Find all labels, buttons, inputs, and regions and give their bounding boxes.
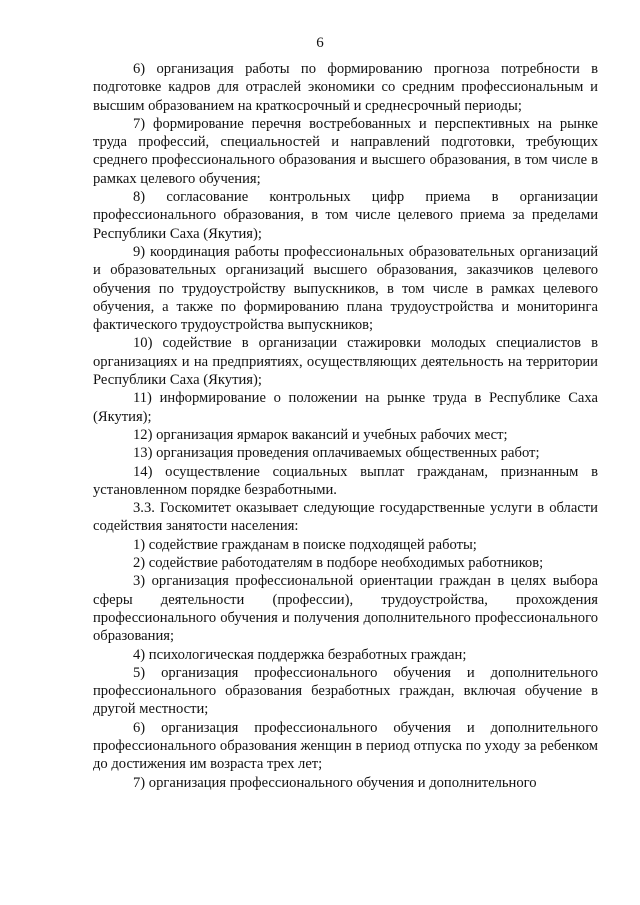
paragraph: 11) информирование о положении на рынке труда в Республике Саха (Якутия); bbox=[93, 390, 598, 425]
paragraph: 8) согласование контрольных цифр приема в организации профессионального образования, в том числе целевого приема за пределами Республики Саха (Якутия); bbox=[93, 189, 598, 242]
paragraph: 6) организация работы по формированию прогноза потребности в подготовке кадров для отраслей экономики со средним профессиональным и высшим образованием на краткосрочный и среднесрочный периоды; bbox=[93, 61, 598, 114]
paragraph: 7) формирование перечня востребованных и перспективных на рынке труда профессий, специальностей и направлений подготовки, требующих среднего профессионального образования и высшего образования, в том числе в рамках целевого обучения; bbox=[93, 115, 598, 187]
paragraph: 10) содействие в организации стажировки молодых специалистов в организациях и на предприятиях, осуществляющих деятельность на территории Республики Саха (Якутия); bbox=[93, 335, 598, 389]
paragraph: 12) организация ярмарок вакансий и учебных рабочих мест; bbox=[133, 426, 508, 443]
paragraph: 1) содействие гражданам в поиске подходящей работы; bbox=[133, 536, 477, 553]
paragraph: 7) организация профессионального обучения и дополнительного bbox=[133, 774, 537, 791]
paragraph: 9) координация работы профессиональных образовательных организаций и образовательных организаций высшего образования, заказчиков целевого обучения по трудоустройству выпускников, в том числе в рамках целевого обучения, а также по формированию плана трудоустройства и мониторинга фактического трудоустройства выпускников; bbox=[93, 243, 598, 334]
paragraph: 6) организация профессионального обучения и дополнительного профессионального образования женщин в период отпуска по уходу за ребенком до достижения им возраста трех лет; bbox=[93, 719, 598, 773]
page-number: 6 bbox=[316, 35, 324, 51]
paragraph: 14) осуществление социальных выплат гражданам, признанным в установленном порядке безработными. bbox=[93, 463, 598, 498]
paragraph: 2) содействие работодателям в подборе необходимых работников; bbox=[133, 555, 544, 572]
section-paragraph: 3.3. Госкомитет оказывает следующие государственные услуги в области содействия занятости населения: bbox=[93, 500, 598, 535]
paragraph: 13) организация проведения оплачиваемых общественных работ; bbox=[133, 445, 540, 462]
paragraph: 5) организация профессионального обучения и дополнительного профессионального образования безработных граждан, включая обучение в другой местности; bbox=[93, 664, 598, 718]
document-body bbox=[93, 60, 598, 792]
paragraph: 4) психологическая поддержка безработных граждан; bbox=[133, 646, 467, 663]
paragraph: 3) организация профессиональной ориентации граждан в целях выбора сферы деятельности (профессии), трудоустройства, прохождения профессионального обучения и получения дополнительного профессионального образования; bbox=[93, 573, 598, 645]
